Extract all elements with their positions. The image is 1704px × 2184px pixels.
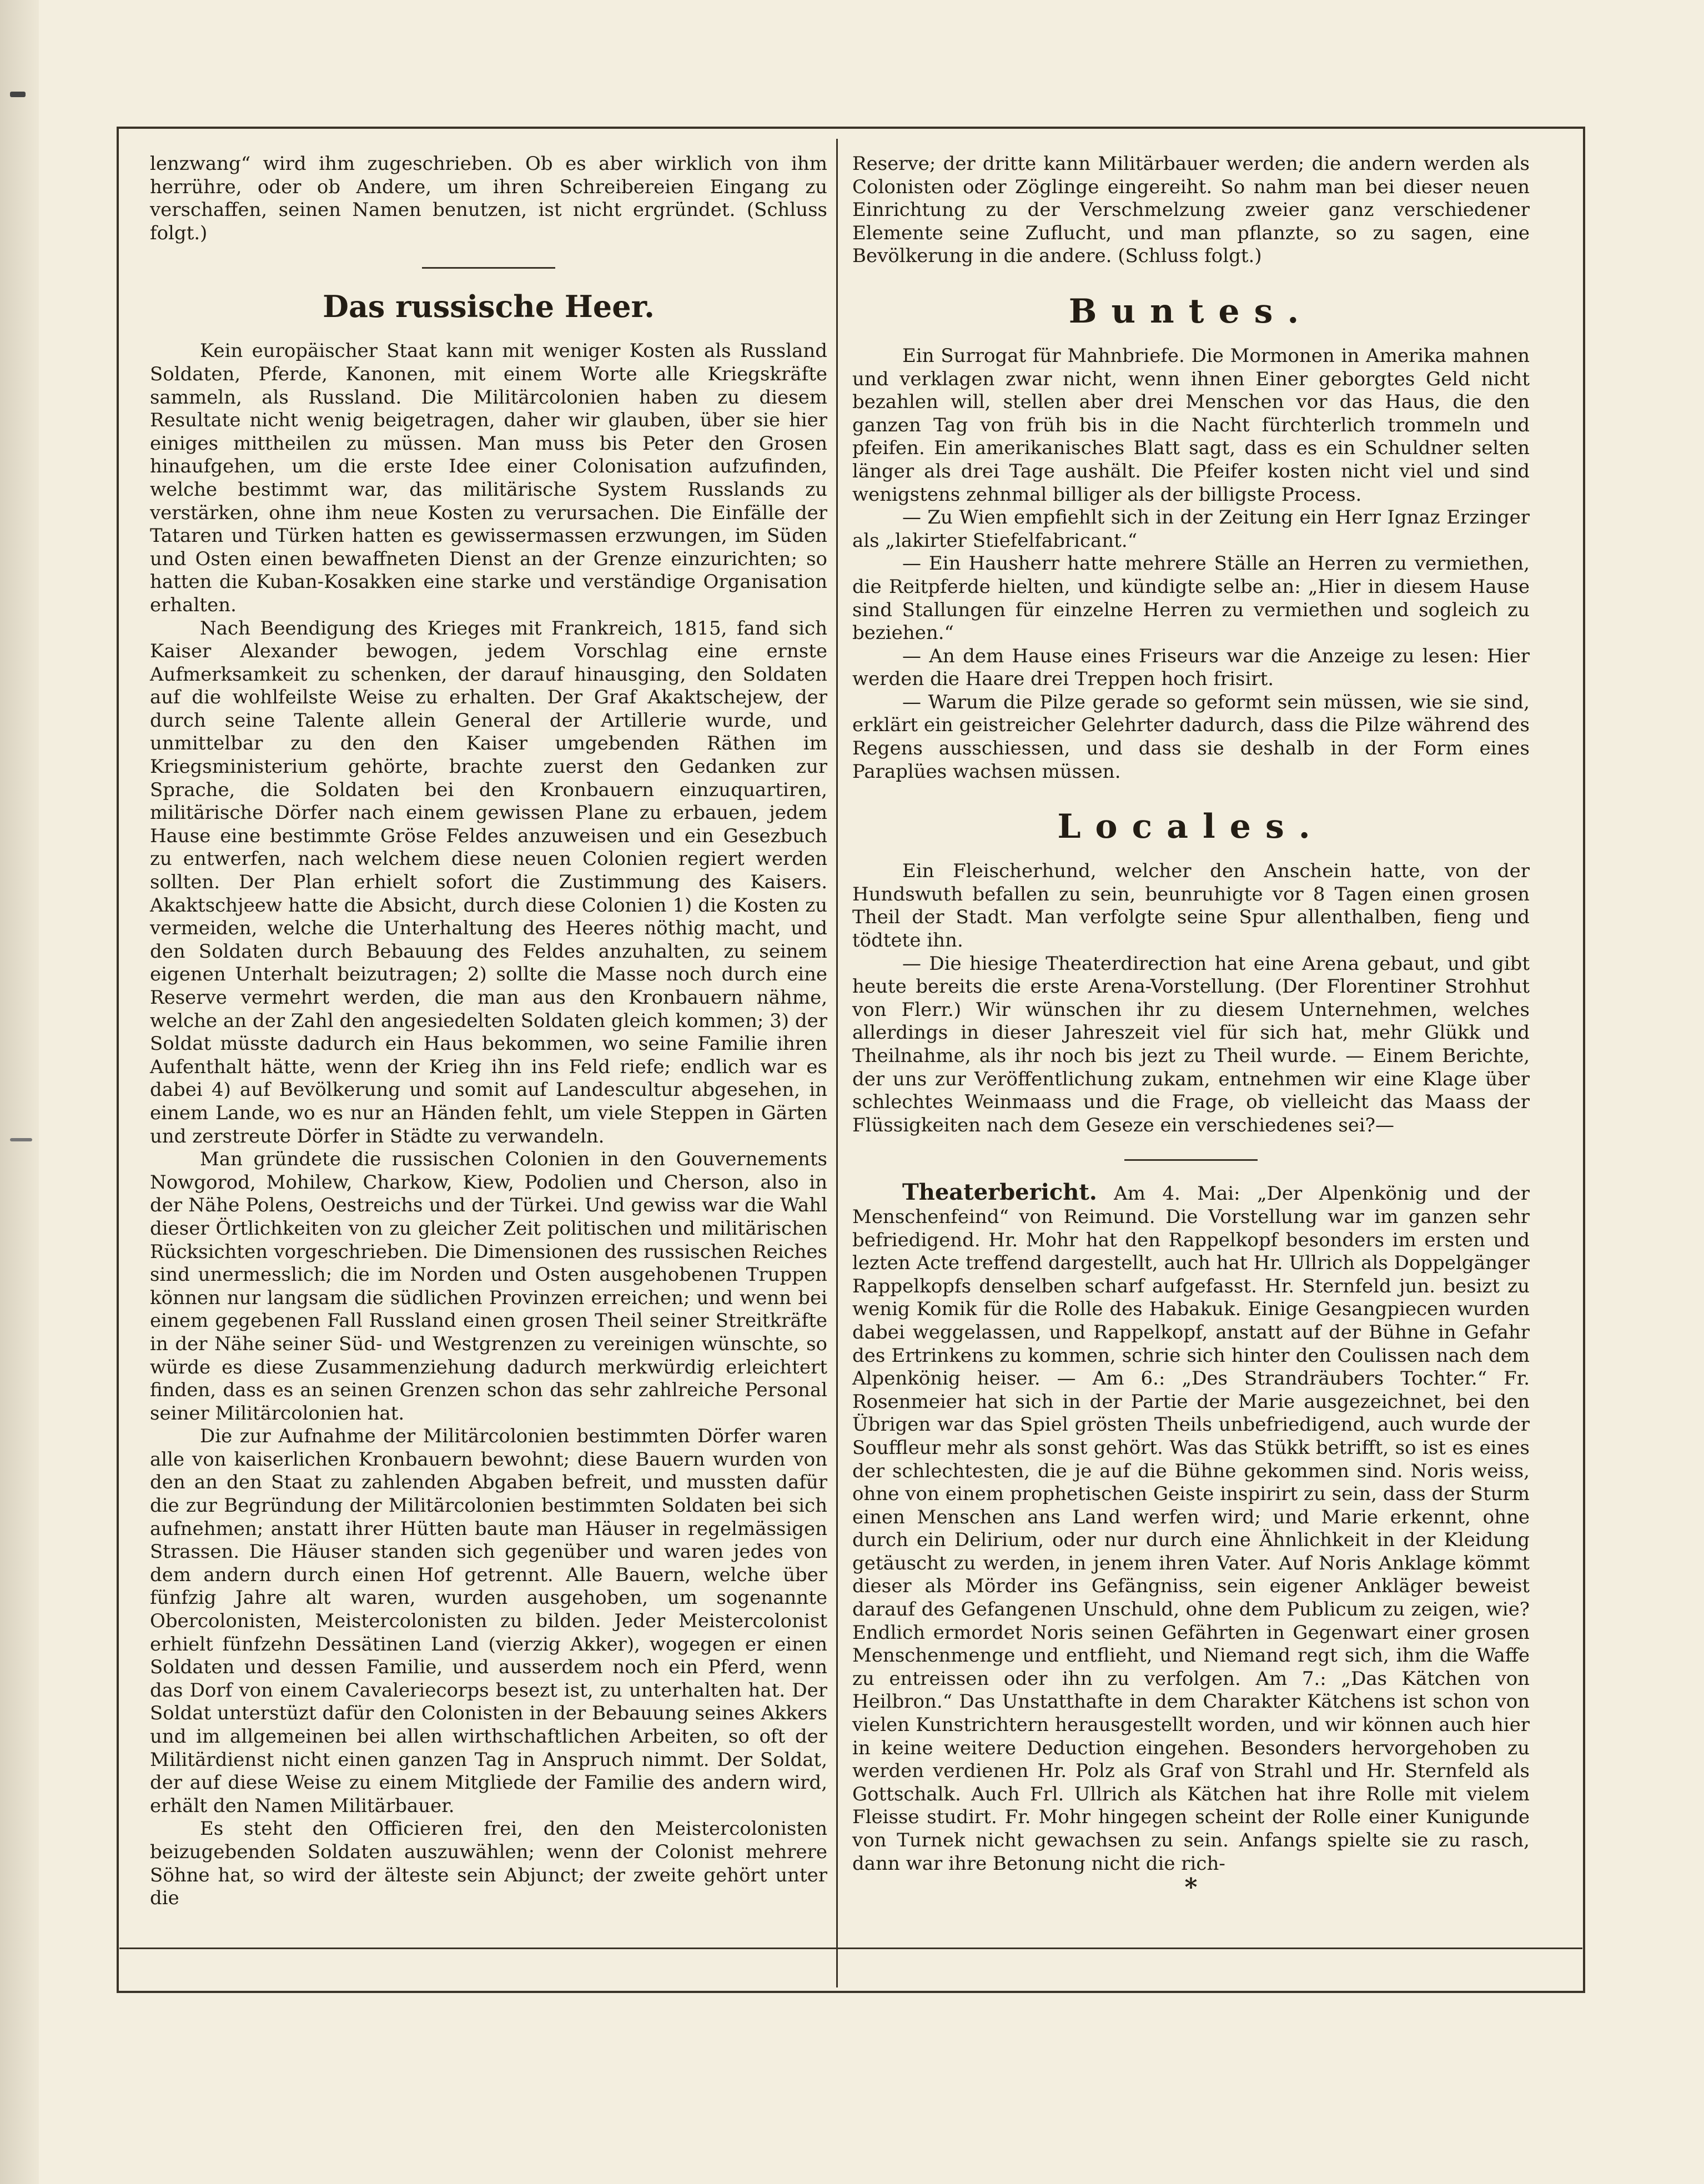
binding-mark — [10, 92, 26, 97]
paragraph: Es steht den Officieren frei, den den Meistercolonisten beizugebenden Soldaten auszuwählen; wenn der Colonist mehrere Söhne hat, so wird der älteste sein Abjunct; der zweite gehört unter die — [150, 1818, 827, 1910]
continuation-text: Reserve; der dritte kann Militärbauer werden; die andern werden als Colonisten oder Zöglinge eingereiht. So nahm man bei dieser neuen Einrichtung zu der Verschmelzung zweier ganz verschiedener Elemente seine Zuflucht, und man pflanzte, so zu sagen, eine Bevölkerung in die andere. (Schluss folgt.) — [852, 153, 1530, 268]
left-column — [150, 153, 827, 1910]
footer-asterisk: * — [1184, 1873, 1198, 1902]
bottom-rule — [119, 1948, 1582, 1949]
paragraph: Ein Fleischerhund, welcher den Anschein hatte, von der Hundswuth befallen zu sein, beunruhigte vor 8 Tagen einen grosen Theil der Stadt. Man verfolgte seine Spur allenthalben, fieng und tödtete ihn. — [852, 860, 1530, 952]
paragraph: Die zur Aufnahme der Militärcolonien bestimmten Dörfer waren alle von kaiserlichen Kronbauern bewohnt; diese Bauern wurden von den an den Staat zu zahlenden Abgaben befreit, und mussten dafür die zur Begründung der Militärcolonien bestimmten Soldaten bei sich aufnehmen; anstatt ihrer Hütten baute man Häuser in regelmässigen Strassen. Die Häuser standen sich gegenüber und waren jedes von dem andern durch einen Hof getrennt. Alle Bauern, welche über fünfzig Jahre alt waren, wurden ausgehoben, um sogenannte Obercolonisten, Meistercolonisten zu bilden. Jeder Meistercolonist erhielt fünfzehn Dessätinen Land (vierzig Akker), wogegen er einen Soldaten und dessen Familie, und ausserdem noch ein Pferd, wenn das Dorf von einem Cavaleriecorps besezt ist, zu unterhalten hat. Der Soldat unterstüzt dafür den Colonisten in der Bebauung seines Akkers und im allgemeinen bei allen wirthschaftlichen Arbeiten, so oft der Militärdienst nicht einen ganzen Tag in Anspruch nimmt. Der Soldat, der auf diese Weise zu einem Mitgliede der Familie des andern wird, erhält den Namen Militärbauer. — [150, 1425, 827, 1817]
theater-heading: Theaterbericht. — [902, 1179, 1097, 1206]
section-title-locales: Locales. — [1057, 807, 1325, 847]
theater-text: Am 4. Mai: „Der Alpenkönig und der Menschenfeind“ von Reimund. Die Vorstellung war im ganzen sehr befriedigend. Hr. Mohr hat den Rappelkopf besonders im ersten und lezten Acte treffend dargestellt, auch hat Hr. Ullrich als Doppelgänger Rappelkopfs denselben scharf aufgefasst. Hr. Sternfeld jun. besizt zu wenig Komik für die Rolle des Habakuk. Einige Gesangpiecen wurden dabei weggelassen, und Rappelkopf, anstatt auf der Bühne in Gefahr des Ertrinkens zu kommen, schrie sich hinter den Coulissen nach dem Alpenkönig heiser. — Am 6.: „Des Strandräubers Tochter.“ Fr. Rosenmeier hat sich in der Partie der Marie ausgezeichnet, bei den Übrigen war das Spiel grösten Theils unbefriedigend, auch wurde der Souffleur mehr als sonst gehört. Was das Stükk betrifft, so ist es eines der schlechtesten, die je auf die Bühne gekommen sind. Noris weiss, ohne von einem prophetischen Geiste inspirirt zu sein, dass der Sturm einen Menschen ans Land werfen wird; und Marie erkennt, ohne durch ein Delirium, oder nur durch eine Ähnlichkeit in der Kleidung getäuscht zu werden, in jenem ihren Vater. Auf Noris Anklage kömmt dieser als Mörder ins Gefängniss, sein eigener Ankläger beweist darauf des Gefangenen Unschuld, ohne dem Publicum zu zeigen, wie? Endlich ermordet Noris seinen Gefährten in Gegenwart einer grosen Menschenmenge und entflieht, und Niemand regt sich, ihm die Waffe zu entreissen oder ihn zu verfolgen. Am 7.: „Das Kätchen von Heilbron.“ Das Unstatthafte in dem Charakter Kätchens ist schon von vielen Kunstrichtern herausgestellt worden, und wir können auch hier in keine weitere Deduction eingehen. Besonders hervorgehoben zu werden verdienen Hr. Polz als Graf von Strahl und Hr. Sternfeld als Gottschalk. Auch Frl. Ullrich als Kätchen hat ihre Rolle mit vielem Fleisse studirt. Fr. Mohr hingegen scheint der Rolle einer Kunigunde von Turnek nicht gewachsen zu sein. Anfangs spielte sie zu rasch, dann war ihre Betonung nicht die rich- — [852, 1182, 1530, 1875]
paragraph: Ein Surrogat für Mahnbriefe. Die Mormonen in Amerika mahnen und verklagen zwar nicht, wenn ihnen Einer geborgtes Geld nicht bezahlen will, stellen aber drei Menschen vor das Haus, die den ganzen Tag von früh bis in die Nacht fürchterlich trommeln und pfeifen. Ein amerikanisches Blatt sagt, dass es ein Schuldner selten länger als drei Tage aushält. Die Pfeifer kosten nicht viel und sind wenigstens zehnmal billiger als der billigste Process. — [852, 344, 1530, 506]
page-gutter-shadow — [0, 0, 39, 2184]
paragraph: — Zu Wien empfiehlt sich in der Zeitung ein Herr Ignaz Erzinger als „lakirter Stiefelfabricant.“ — [852, 506, 1530, 552]
paragraph: — An dem Hause eines Friseurs war die Anzeige zu lesen: Hier werden die Haare drei Treppen hoch frisirt. — [852, 645, 1530, 691]
section-title-buntes: Buntes. — [1068, 291, 1314, 331]
binding-mark — [10, 1138, 32, 1141]
section-rule — [1124, 1159, 1258, 1161]
theater-report — [852, 1181, 1530, 1875]
paragraph: — Ein Hausherr hatte mehrere Ställe an Herren zu vermiethen, die Reitpferde hielten, und kündigte selbe an: „Hier in diesem Hause sind Stallungen für einzelne Herren zu vermiethen und sogleich zu beziehen.“ — [852, 552, 1530, 645]
paragraph: Man gründete die russischen Colonien in den Gouvernements Nowgorod, Mohilew, Charkow, Kiew, Podolien und Cherson, also in der Nähe Polens, Oestreichs und der Türkei. Und gewiss war die Wahl dieser Örtlichkeiten von zu gleicher Zeit politischen und militärischen Rücksichten vorgeschrieben. Die Dimensionen des russischen Reiches sind unermesslich; die im Norden und Osten ausgehobenen Truppen können nur langsam die südlichen Provinzen erreichen; und wenn bei einem gegebenen Fall Russland einen grosen Theil seiner Streitkräfte in der Nähe seiner Süd- und Westgrenzen zu vereinigen wünschte, so würde es diese Zusammenziehung dadurch merkwürdig erleichtert finden, dass es an seinen Grenzen schon das sehr zahlreiche Personal seiner Militärcolonien hat. — [150, 1148, 827, 1425]
paragraph: Kein europäischer Staat kann mit weniger Kosten als Russland Soldaten, Pferde, Kanonen, mit einem Worte alle Kriegskräfte sammeln, als Russland. Die Militärcolonien haben zu diesem Resultate nicht wenig beigetragen, daher wir glauben, über sie hier einiges mittheilen zu müssen. Man muss bis Peter den Grosen hinaufgehen, um die erste Idee einer Colonisation aufzufinden, welche bestimmt war, das militärische System Russlands zu verstärken, ohne ihm neue Kosten zu verursachen. Die Einfälle der Tataren und Türken hatten es gewissermassen erzwungen, im Süden und Osten einen bewaffneten Dienst an der Grenze einzurichten; so hatten die Kuban-Kosakken eine starke und verständige Organisation erhalten. — [150, 340, 827, 616]
right-column — [852, 153, 1530, 1900]
paragraph: Nach Beendigung des Krieges mit Frankreich, 1815, fand sich Kaiser Alexander bewogen, jedem Vorschlag eine ernste Aufmerksamkeit zu schenken, der darauf hinausging, den Soldaten auf die wohlfeilste Weise zu erhalten. Der Graf Akaktschejew, der durch seine Talente allein General der Artillerie wurde, und unmittelbar zu den den Kaiser umgebenden Räthen im Kriegsministerium gehörte, brachte zuerst den Gedanken zur Sprache, die Soldaten bei den Kronbauern einzuquartiren, militärische Dörfer nach einem gewissen Plane zu erbauen, jedem Hause eine bestimmte Gröse Feldes anzuweisen und ein Gesezbuch zu entwerfen, nach welchem diese neuen Colonien regiert werden sollten. Der Plan erhielt sofort die Zustimmung des Kaisers. Akaktschjeew hatte die Absicht, durch diese Colonien 1) die Kosten zu vermeiden, welche die Unterhaltung des Heeres nöthig macht, und den Soldaten durch Bebauung des Feldes anzuhalten, zu seinem eigenen Unterhalt beizutragen; 2) sollte die Masse noch durch eine Reserve vermehrt werden, die man aus den Kronbauern nähme, welche an der Zahl den angesiedelten Soldaten gleich kommen; 3) der Soldat müsste dadurch ein Haus bekommen, wo seine Familie ihren Aufenthalt hätte, wenn der Krieg ihn ins Feld riefe; endlich war es dabei 4) auf Bevölkerung und somit auf Landescultur abgesehen, in einem Lande, wo es nur an Händen fehlt, um viele Steppen in Gärten und zerstreute Dörfer in Städte zu verwandeln. — [150, 617, 827, 1148]
paragraph: — Die hiesige Theaterdirection hat eine Arena gebaut, und gibt heute bereits die erste Arena-Vorstellung. (Der Florentiner Strohhut von Flerr.) Wir wünschen ihr zu diesem Unternehmen, welches allerdings in dieser Jahreszeit viel für sich hat, mehr Glükk und Theilnahme, als ihr noch bis jezt zu Theil wurde. — Einem Berichte, der uns zur Veröffentlichung zukam, entnehmen wir eine Klage über schlechtes Weinmaass und die Frage, ob vielleicht das Maass der Flüssigkeiten nach dem Geseze ein verschiedenes sei?— — [852, 952, 1530, 1136]
column-divider — [836, 139, 838, 1987]
paragraph: — Warum die Pilze gerade so geformt sein müssen, wie sie sind, erklärt ein geistreicher Gelehrter dadurch, dass die Pilze während des Regens ausschiessen, und dass sie deshalb in der Form eines Paraplües wachsen müssen. — [852, 691, 1530, 783]
section-rule — [422, 267, 555, 269]
article-title: Das russische Heer. — [323, 289, 655, 325]
continuation-text: lenzwang“ wird ihm zugeschrieben. Ob es aber wirklich von ihm herrühre, oder ob Andere, um ihren Schreibereien Eingang zu verschaffen, seinen Namen benutzen, ist nicht ergründet. (Schluss folgt.) — [150, 153, 827, 244]
